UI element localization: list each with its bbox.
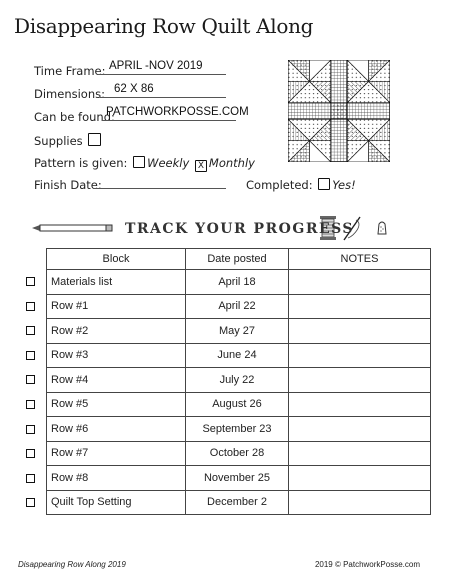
finish-label: Finish Date: [34,178,102,192]
row-block: Row #6 [47,417,186,442]
header-block: Block [47,249,186,270]
track-progress-title: TRACK YOUR PROGRESS [125,221,355,237]
table-row [47,270,431,295]
quilt-quadrant-br [347,119,390,162]
page-title: Disappearing Row Quilt Along [14,14,314,38]
table-row [47,319,431,344]
row-block: Row #7 [47,441,186,466]
weekly-checkbox[interactable] [133,156,145,168]
time-frame-value[interactable]: APRIL -NOV 2019 [109,60,203,72]
table-header-row [47,249,431,270]
row-notes[interactable] [289,368,431,393]
weekly-label: Weekly [147,156,190,170]
row-block: Row #2 [47,319,186,344]
finish-line[interactable] [94,188,226,189]
quilt-quadrant-tr [347,60,390,103]
row-checkbox[interactable] [26,326,35,335]
row-block: Materials list [47,270,186,295]
quilt-quadrant-tl [288,60,331,103]
table-row [47,392,431,417]
row-notes[interactable] [289,294,431,319]
table-row [47,368,431,393]
pattern-row [34,156,255,172]
row-block: Row #1 [47,294,186,319]
pencil-icon [32,225,112,231]
supplies-checkbox[interactable] [88,133,101,146]
found-value[interactable]: PATCHWORKPOSSE.COM [106,106,249,118]
completed-checkbox[interactable] [318,178,330,190]
row-notes[interactable] [289,392,431,417]
supplies-label: Supplies [34,134,83,148]
completed-row [246,178,356,192]
found-label: Can be found: [34,110,115,124]
yes-label: Yes! [332,178,356,192]
quilt-quadrant-bl [288,119,331,162]
row-block: Row #3 [47,343,186,368]
row-date-posted: August 26 [186,392,289,417]
time-frame-line [98,74,226,75]
row-date-posted: July 22 [186,368,289,393]
quilt-center-square [331,103,347,119]
row-checkbox[interactable] [26,277,35,286]
row-date-posted: October 28 [186,441,289,466]
row-date-posted: April 18 [186,270,289,295]
row-notes[interactable] [289,441,431,466]
found-line [102,120,236,121]
row-checkbox[interactable] [26,375,35,384]
supplies-row [34,133,103,148]
row-notes[interactable] [289,490,431,515]
row-checkbox[interactable] [26,498,35,507]
row-date-posted: September 23 [186,417,289,442]
row-checkbox[interactable] [26,449,35,458]
row-notes[interactable] [289,417,431,442]
monthly-checkbox[interactable]: X [195,160,207,172]
row-block: Quilt Top Setting [47,490,186,515]
table-row [47,343,431,368]
footer-right: 2019 © PatchworkPosse.com [314,560,420,569]
row-checkbox[interactable] [26,302,35,311]
row-notes[interactable] [289,343,431,368]
progress-table [46,248,431,515]
footer-left: Disappearing Row Along 2019 [18,560,126,569]
row-checkbox[interactable] [26,351,35,360]
row-date-posted: April 22 [186,294,289,319]
table-row [47,466,431,491]
row-date-posted: June 24 [186,343,289,368]
row-checkbox[interactable] [26,474,35,483]
dimensions-line [100,97,226,98]
row-date-posted: December 2 [186,490,289,515]
monthly-label: Monthly [208,156,255,170]
dimensions-label: Dimensions: [34,87,105,101]
header-notes: NOTES [289,249,431,270]
row-notes[interactable] [289,466,431,491]
thimble-icon [378,222,386,234]
time-frame-label: Time Frame: [34,64,106,78]
row-block: Row #4 [47,368,186,393]
row-checkbox[interactable] [26,425,35,434]
dimensions-value[interactable]: 62 X 86 [114,83,154,95]
table-row [47,441,431,466]
table-row [47,490,431,515]
row-block: Row #5 [47,392,186,417]
table-row [47,294,431,319]
row-date-posted: November 25 [186,466,289,491]
row-notes[interactable] [289,319,431,344]
table-row [47,417,431,442]
quilt-block-illustration [288,60,390,162]
row-notes[interactable] [289,270,431,295]
completed-label: Completed: [246,178,313,192]
row-date-posted: May 27 [186,319,289,344]
pattern-label: Pattern is given: [34,156,128,170]
row-block: Row #8 [47,466,186,491]
row-checkbox[interactable] [26,400,35,409]
header-date-posted: Date posted [186,249,289,270]
